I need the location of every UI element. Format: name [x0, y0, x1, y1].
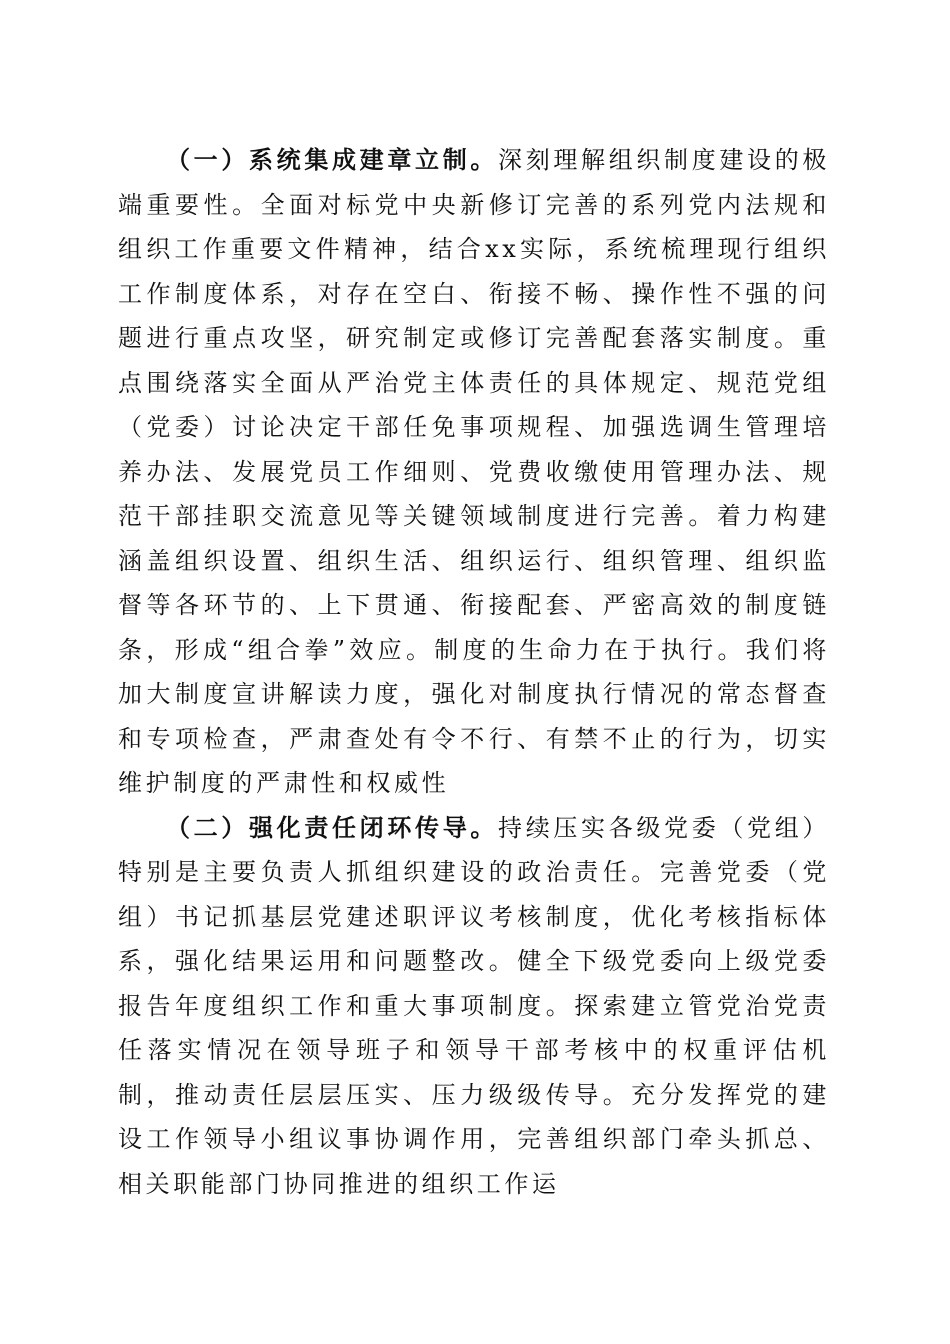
section-1-heading: （一）系统集成建章立制。	[166, 145, 499, 174]
document-body	[118, 138, 830, 1206]
section-2-paragraph	[118, 806, 830, 1207]
section-1-paragraph	[118, 138, 830, 806]
section-2-heading: （二）强化责任闭环传导。	[166, 812, 499, 842]
section-1-text: 深刻理解组织制度建设的极端重要性。全面对标党中央新修订完善的系列党内法规和组织工作重要文件精神，结合xx实际，系统梳理现行组织工作制度体系，对存在空白、衔接不畅、操作性不强的问题进行重点攻坚，研究制定或修订完善配套落实制度。重点围绕落实全面从严治党主体责任的具体规定、规范党组（党委）讨论决定干部任免事项规程、加强选调生管理培养办法、发展党员工作细则、党费收缴使用管理办法、规范干部挂职交流意见等关键领域制度进行完善。着力构建涵盖组织设置、组织生活、组织运行、组织管理、组织监督等各环节的、上下贯通、衔接配套、严密高效的制度链条，形成“组合拳”效应。制度的生命力在于执行。我们将加大制度宣讲解读力度，强化对制度执行情况的常态督查和专项检查，严肃查处有令不行、有禁不止的行为，切实维护制度的严肃性和权威性	[118, 146, 830, 797]
section-2-text: 持续压实各级党委（党组）特别是主要负责人抓组织建设的政治责任。完善党委（党组）书记抓基层党建述职评议考核制度，优化考核指标体系，强化结果运用和问题整改。健全下级党委向上级党委报告年度组织工作和重大事项制度。探索建立管党治党责任落实情况在领导班子和领导干部考核中的权重评估机制，推动责任层层压实、压力级级传导。充分发挥党的建设工作领导小组议事协调作用，完善组织部门牵头抓总、相关职能部门协同推进的组织工作运	[118, 813, 830, 1198]
